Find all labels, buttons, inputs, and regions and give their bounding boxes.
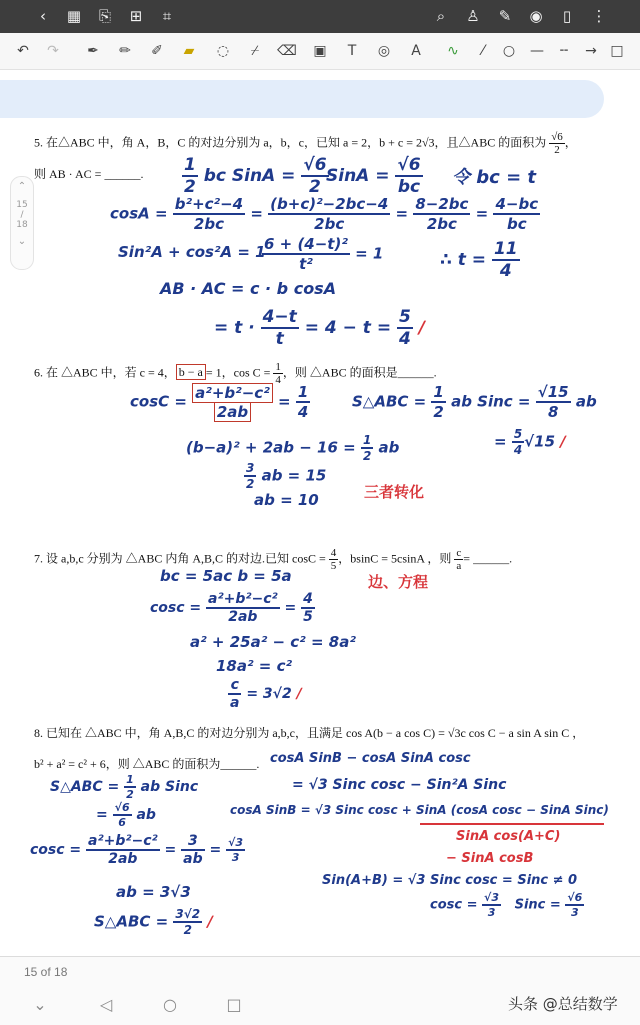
line-icon[interactable]: — — [530, 43, 544, 59]
text-icon[interactable]: T — [347, 43, 357, 59]
nav-down-icon[interactable]: ⌄ — [33, 995, 47, 1014]
arrow-icon[interactable]: → — [585, 43, 597, 59]
p8-hw-s4: ab = 3√3 — [116, 883, 191, 901]
p6-hw-note: 三者转化 — [364, 483, 425, 501]
pen-mode-icon[interactable]: ✎ — [498, 7, 512, 25]
problem-6-line1: 6. 在 △ABC 中，若 c = 4， b − a = 1，cos C = $\frac{1}{4}$ ，则 △ABC 的面积是______. — [34, 361, 437, 386]
check-mark-icon: ∕ — [207, 912, 213, 931]
eraser-icon[interactable]: ⌫ — [277, 43, 297, 59]
highlighter-icon[interactable]: ▰ — [183, 43, 195, 59]
p7-hw-l4: 18a² = c² — [216, 657, 293, 675]
p5-hw-l3d: ∴ t = $\frac{11}{4}$ — [440, 239, 518, 281]
bookmark-icon[interactable]: ⎘ — [98, 7, 111, 25]
document-page — [0, 121, 640, 937]
crop-icon[interactable]: ⌗ — [162, 7, 172, 25]
dashed-line-icon[interactable]: ╌ — [559, 43, 569, 59]
page-divider: / — [20, 210, 24, 220]
p6-hw-l4: ab = 10 — [254, 491, 319, 509]
problem-7-line1: 7. 设 a,b,c 分别为 △ABC 内角 A,B,C 的对边.已知 cosC = $\frac{4}{5}$ ，bsinC = 5csinA ，则 $\frac{c}{a}$ = ______. — [34, 547, 513, 572]
p8-hw-s1: S△ABC = $\frac{1}{2}$ ab Sinc — [50, 773, 199, 801]
add-page-icon[interactable]: ⊞ — [129, 7, 143, 25]
chevron-down-icon[interactable]: ⌄ — [17, 236, 27, 247]
shirt-icon[interactable]: ♙ — [466, 7, 480, 25]
p8-hw-s3: cosc = $\frac{\text{a²+b²−c²}}{2ab}$ = $\frac{3}{ab}$ = $\frac{√3}{3}$ — [30, 833, 244, 867]
p6-hw-area-result: = $\frac{5}{4}$ √15 ∕ — [494, 427, 566, 457]
p7-hw-l2: cosc = $\frac{\text{a²+b²−c²}}{2ab}$ = $\frac{4}{5}$ — [150, 591, 313, 625]
undo-icon[interactable]: ↶ — [17, 43, 29, 59]
check-mark-icon: ∕ — [560, 432, 566, 451]
page-current: 15 — [16, 200, 28, 210]
p5-hw-l3b: $\frac{\text{6 + (4−t)²}}{\text{t²}}$ = 1 — [264, 235, 384, 273]
search-icon[interactable]: ⌕ — [436, 7, 446, 25]
eye-icon[interactable]: ◉ — [529, 7, 543, 25]
p6-hw-l1: cosC = $\frac{\text{a²+b²−c²}}{2ab}$ = $\frac{1}{4}$ — [130, 383, 309, 421]
p8-hw-r1: cosA SinB − cosA SinA cosc — [270, 751, 471, 766]
circle-shape-icon[interactable]: ○ — [502, 43, 516, 59]
check-mark-icon: ∕ — [418, 318, 425, 338]
p8-hw-r5: − SinA cosB — [446, 851, 534, 866]
p8-hw-r6: Sin(A+B) = √3 Sinc cosc = Sinc ≠ 0 — [322, 873, 578, 888]
back-icon[interactable]: ‹ — [40, 7, 46, 25]
p5-hw-l1a: $\frac{1}{2}$ bc SinA = $\frac{√6}{2}$ — [184, 155, 327, 197]
page-layout-icon[interactable]: ▯ — [562, 7, 572, 25]
app-top-bar — [0, 0, 640, 33]
search-banner[interactable] — [0, 80, 604, 118]
problem-8-line2: b² + a² = c² + 6，则 △ABC 的面积为______. — [34, 757, 260, 771]
p6-hw-l3: $\frac{3}{2}$ ab = 15 — [246, 461, 327, 491]
more-icon[interactable]: ⋮ — [591, 7, 607, 25]
p5-hw-l5: = t · $\frac{4-t}{t}$ = 4 − t = $\frac{5}{4}$ ∕ — [214, 307, 425, 349]
ocr-text-icon[interactable]: A — [411, 43, 421, 59]
p5-hw-l1c: SinA = $\frac{√6}{bc}$ — [326, 155, 421, 197]
lasso-icon[interactable]: ◌ — [216, 43, 230, 59]
check-mark-icon: ∕ — [296, 686, 302, 702]
rectangle-icon[interactable]: □ — [610, 43, 624, 59]
image-icon[interactable]: ▣ — [313, 43, 327, 59]
p8-hw-r4: SinA cos(A+C) — [456, 829, 561, 844]
p8-hw-s5: S△ABC = $\frac{3√2}{2}$ ∕ — [94, 907, 213, 937]
p6-hw-area: S△ABC = $\frac{1}{2}$ ab Sinc = $\frac{√15}{8}$ ab — [352, 383, 597, 421]
drawing-toolbar — [0, 33, 640, 70]
ballpoint-icon[interactable]: ✐ — [151, 43, 163, 59]
nav-recent-icon[interactable]: □ — [226, 995, 242, 1014]
p7-hw-l3: a² + 25a² − c² = 8a² — [190, 633, 356, 651]
p8-hw-r3: cosA SinB = √3 Sinc cosc + SinA (cosA cosc − SinA Sinc) — [230, 803, 609, 817]
problem-8-line1: 8. 已知在 △ABC 中，角 A,B,C 的对边分别为 a,b,c，且满足 cos A(b − a cos C) = √3c cos C − a sin A sin C ， — [34, 726, 585, 740]
p5-hw-l1e: 令 bc = t — [452, 167, 537, 188]
fountain-pen-icon[interactable]: ✒ — [87, 43, 99, 59]
grid-icon[interactable]: ▦ — [66, 7, 82, 25]
p5-hw-l3a: Sin²A + cos²A = 1 — [118, 243, 266, 261]
p7-hw-note: 边、方程 — [368, 573, 429, 591]
p6-hw-l2: (b−a)² + 2ab − 16 = $\frac{1}{2}$ ab — [186, 433, 400, 463]
problem-5-line2: 则 AB · AC = ______. — [34, 167, 144, 181]
page-indicator: 15 of 18 — [24, 965, 68, 979]
redo-icon[interactable]: ↷ — [47, 43, 59, 59]
p7-hw-l1: bc = 5ac b = 5a — [160, 567, 292, 585]
watermark: 头条 @总结数学 — [508, 995, 618, 1013]
p5-hw-l4: AB · AC = c · b cosA — [160, 279, 337, 298]
boxed-term: b − a — [176, 364, 206, 380]
laser-pointer-icon[interactable]: ⁄ — [481, 43, 485, 59]
nav-home-icon[interactable]: ○ — [163, 995, 177, 1014]
p7-hw-l5: $\frac{c}{a}$ = 3√2 ∕ — [230, 677, 302, 711]
stroke-wave-icon[interactable]: ∿ — [447, 43, 459, 59]
pencil-icon[interactable]: ✏ — [119, 43, 131, 59]
p8-hw-r2: = √3 Sinc cosc − Sin²A Sinc — [292, 777, 507, 793]
chevron-up-icon[interactable]: ⌃ — [17, 181, 27, 192]
p8-hw-r7: cosc = $\frac{√3}{3}$ Sinc = $\frac{√6}{3}$ — [430, 891, 583, 919]
brush-icon[interactable]: ⌿ — [250, 43, 260, 59]
p8-hw-s2: = $\frac{√6}{6}$ ab — [96, 801, 156, 829]
red-underline — [420, 823, 604, 825]
tape-icon[interactable]: ◎ — [377, 43, 391, 59]
nav-back-icon[interactable]: ◁ — [99, 995, 113, 1014]
bottom-bar — [0, 956, 640, 1025]
page-total: 18 — [16, 220, 28, 230]
problem-5-line1: 5. 在△ABC 中，角 A，B，C 的对边分别为 a，b，c，已知 a = 2，b + c = 2√3，且△ABC 的面积为 $\frac{√6}{2}$ ， — [34, 131, 577, 156]
p5-hw-l2: cosA = $\frac{\text{b²+c²−4}}{2bc}$ = $\frac{\text{(b+c)²−2bc−4}}{2bc}$ = $\frac{8-2bc}{2bc}$ = $\frac{4-bc}{bc}$ — [110, 195, 539, 233]
